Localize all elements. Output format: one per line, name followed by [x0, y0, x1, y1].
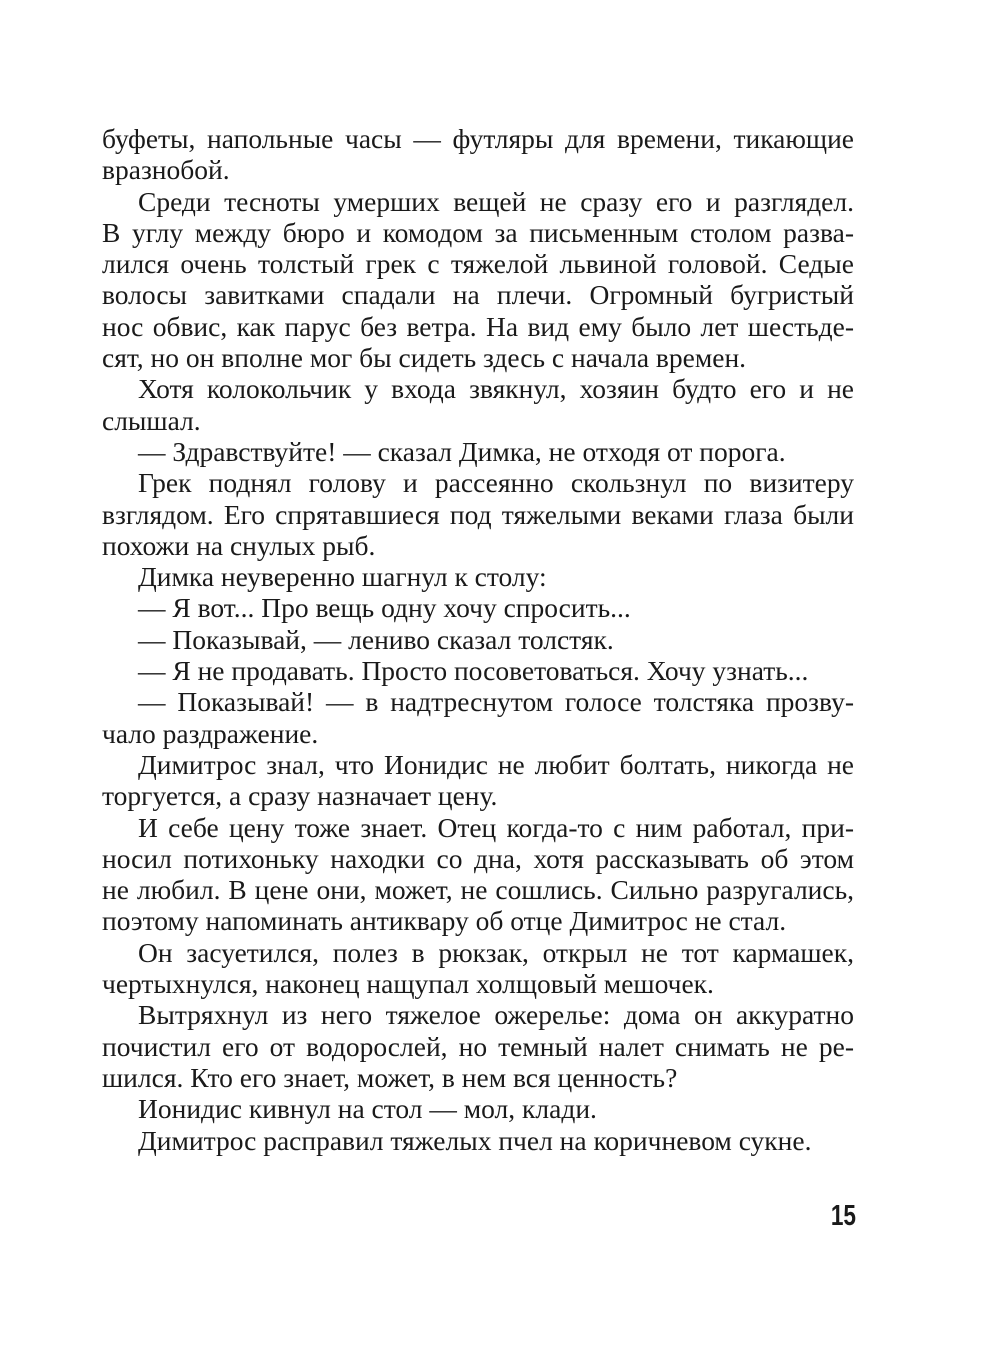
- text-line: взглядом. Его спрятавшиеся под тяжелыми веками глаза были: [102, 498, 854, 530]
- text-line: И себе цену тоже знает. Отец когда-то с ним работал, при-: [138, 811, 854, 843]
- text-line: лился очень толстый грек с тяжелой львиной головой. Седые: [102, 248, 854, 280]
- text-line: носил потихоньку находки со дна, хотя рассказывать об этом: [102, 842, 854, 874]
- text-line: Хотя колокольчик у входа звякнул, хозяин будто его и не: [138, 373, 854, 405]
- text-line: Димка неуверенно шагнул к столу:: [138, 561, 547, 593]
- text-line: торгуется, а сразу назначает цену.: [102, 780, 498, 812]
- text-line: Димитрос расправил тяжелых пчел на коричневом сукне.: [138, 1124, 812, 1156]
- page-number: 15: [830, 1200, 856, 1232]
- text-line: — Я вот... Про вещь одну хочу спросить...: [138, 592, 631, 624]
- text-line: В углу между бюро и комодом за письменным столом разва-: [102, 216, 854, 248]
- text-line: Он засуетился, полез в рюкзак, открыл не тот кармашек,: [138, 936, 854, 968]
- text-line: Вытряхнул из него тяжелое ожерелье: дома он аккуратно: [138, 999, 854, 1031]
- text-line: Димитрос знал, что Ионидис не любит болтать, никогда не: [138, 748, 854, 780]
- body-text: [102, 123, 854, 1156]
- text-line: вразнобой.: [102, 154, 230, 186]
- text-line: не любил. В цене они, может, не сошлись. Сильно разругались,: [102, 874, 854, 906]
- text-line: Грек поднял голову и рассеянно скользнул по визитеру: [138, 467, 854, 499]
- text-line: нос обвис, как парус без ветра. На вид ему было лет шестьде-: [102, 310, 854, 342]
- text-line: сят, но он вполне мог бы сидеть здесь с начала времен.: [102, 342, 747, 374]
- text-line: — Здравствуйте! — сказал Димка, не отходя от порога.: [138, 435, 786, 467]
- text-line: слышал.: [102, 404, 201, 436]
- text-line: — Я не продавать. Просто посоветоваться. Хочу узнать...: [138, 655, 809, 687]
- text-line: поэтому напоминать антиквару об отце Димитрос не стал.: [102, 905, 787, 937]
- text-line: Среди тесноты умерших вещей не сразу его и разглядел.: [138, 185, 854, 217]
- text-line: Ионидис кивнул на стол — мол, клади.: [138, 1093, 597, 1125]
- text-line: — Показывай, — лениво сказал толстяк.: [138, 623, 614, 655]
- text-line: буфеты, напольные часы — футляры для времени, тикающие: [102, 123, 854, 154]
- text-line: — Показывай! — в надтреснутом голосе толстяка прозву-: [138, 686, 854, 718]
- text-line: чертыхнулся, наконец нащупал холщовый мешочек.: [102, 968, 714, 1000]
- text-line: волосы завитками спадали на плечи. Огромный бугристый: [102, 279, 854, 311]
- text-line: почистил его от водорослей, но темный налет снимать не ре-: [102, 1030, 854, 1062]
- text-line: похожи на снулых рыб.: [102, 529, 376, 561]
- text-line: чало раздражение.: [102, 717, 319, 749]
- text-line: шился. Кто его знает, может, в нем вся ценность?: [102, 1061, 678, 1093]
